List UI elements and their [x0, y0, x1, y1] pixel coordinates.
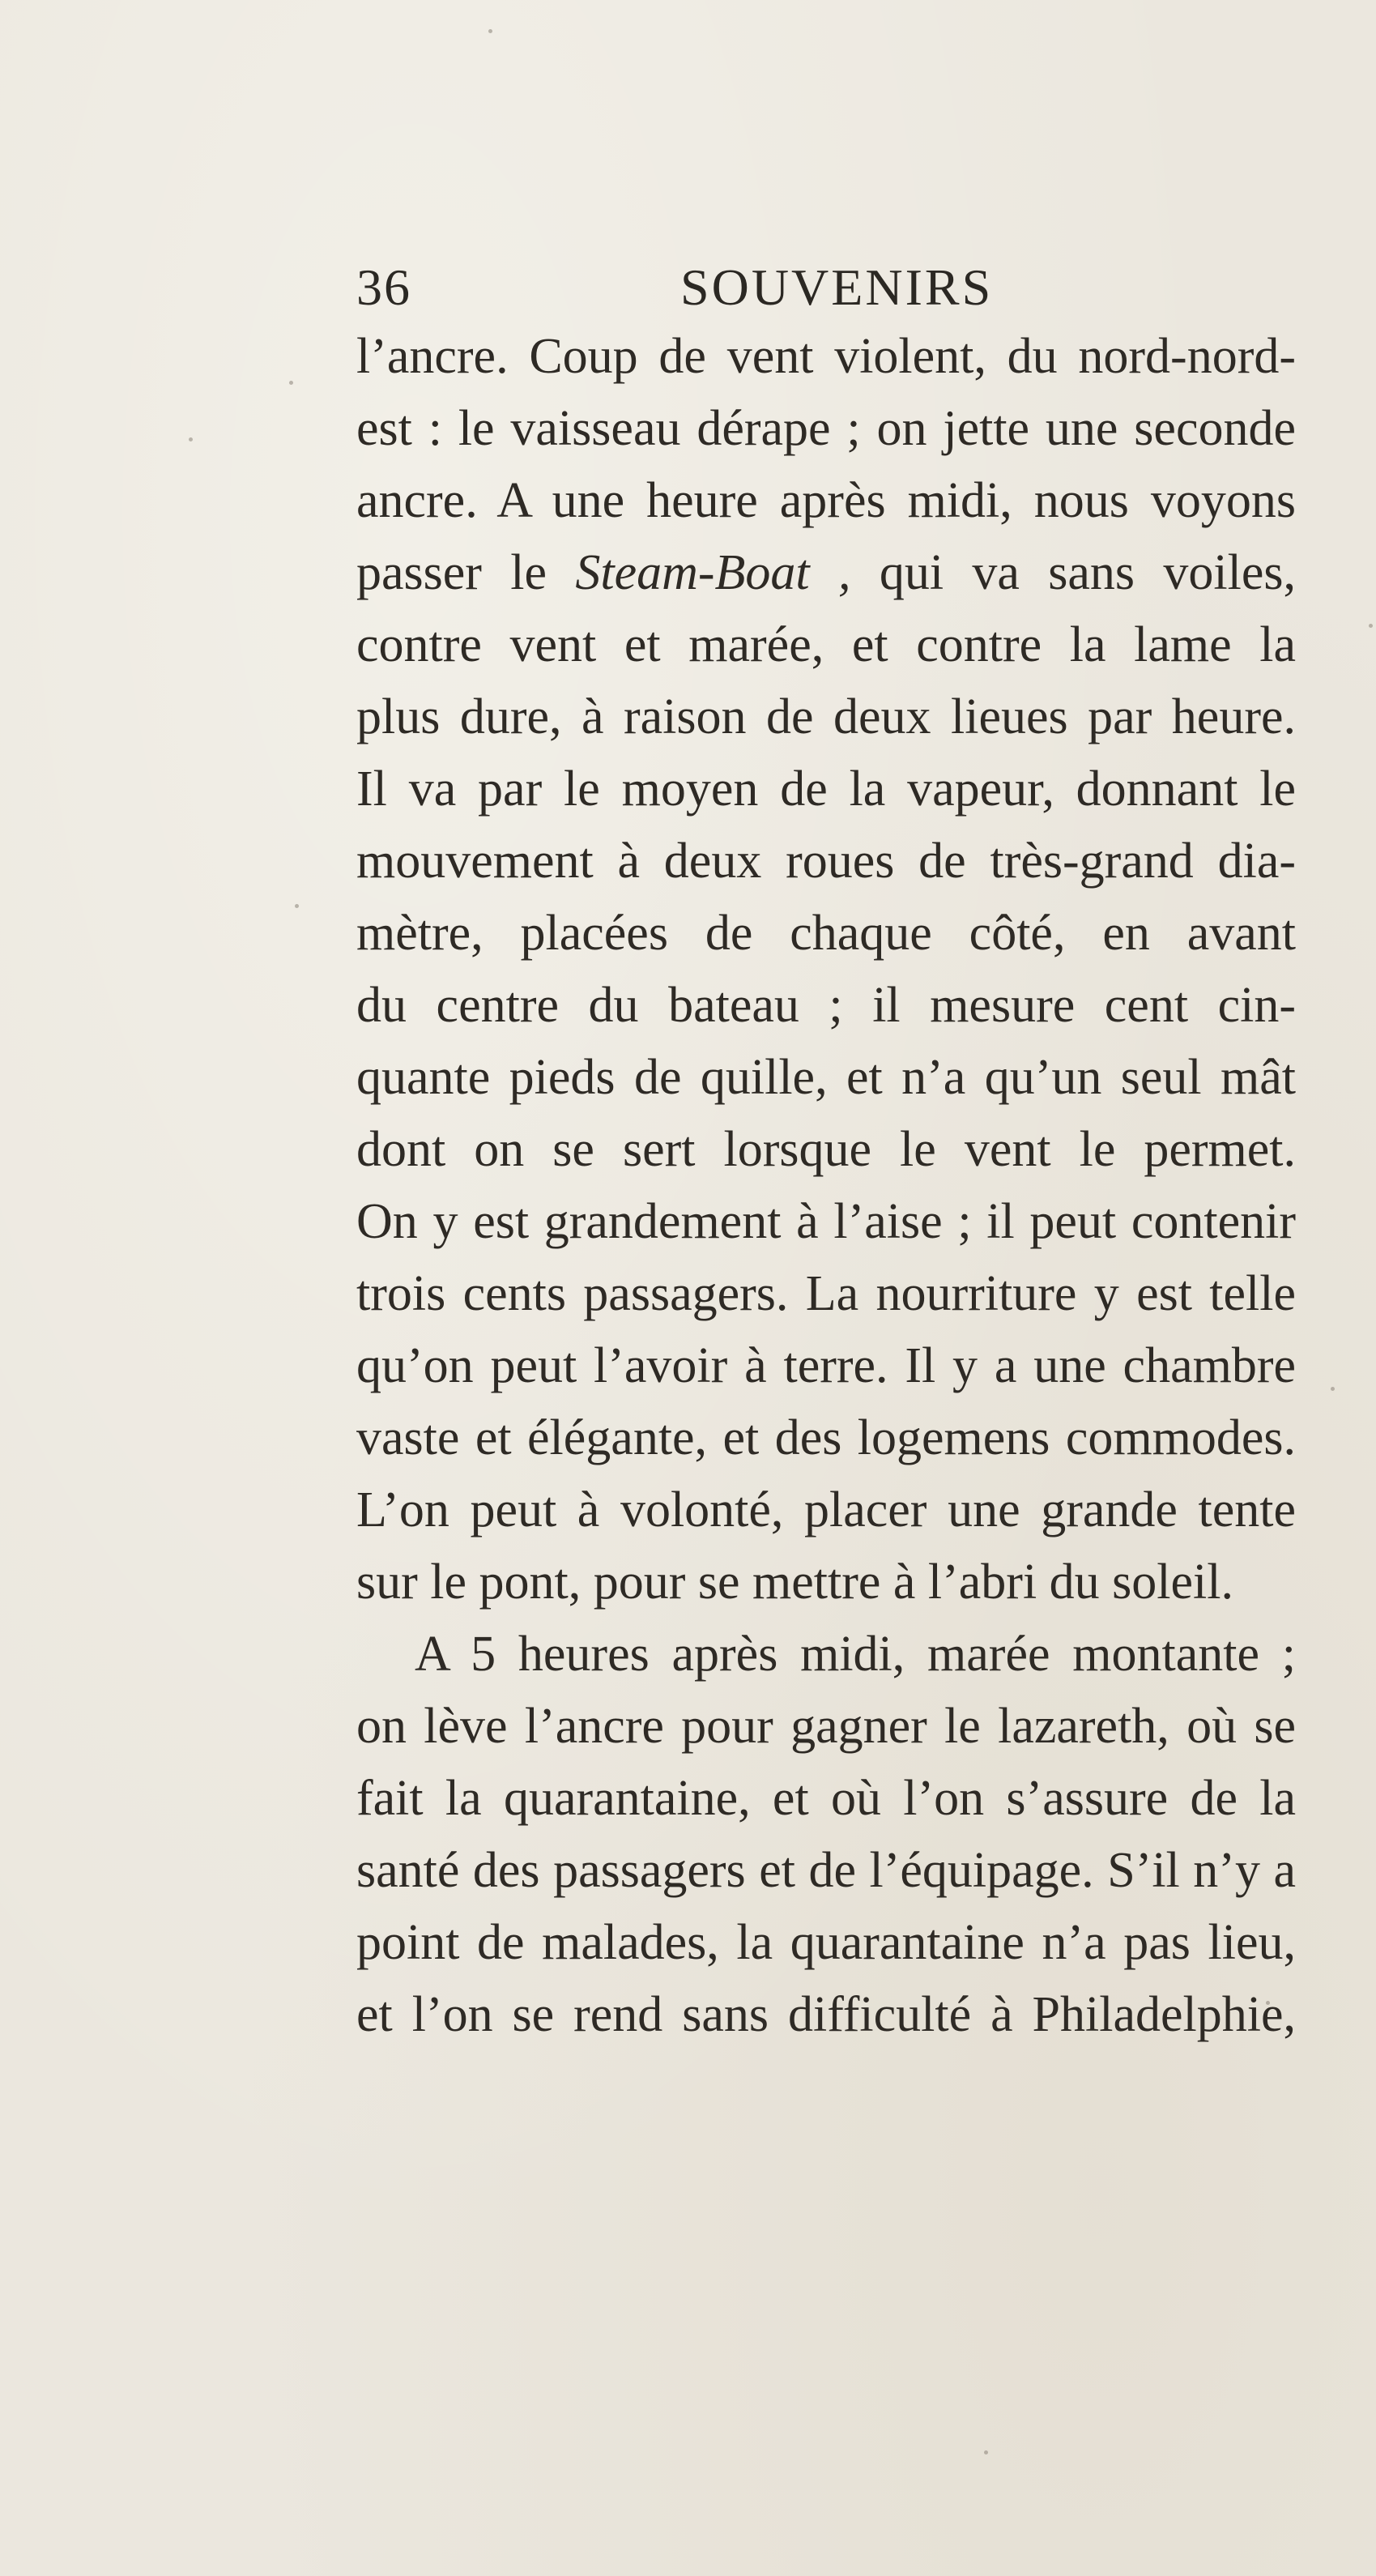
text-line: mouvement à deux roues de très-grand dia-	[356, 834, 1296, 889]
paper-speck	[984, 2450, 988, 2454]
text-line: qu’on peut l’avoir à terre. Il y a une chambre	[356, 1338, 1296, 1393]
italic-term: Steam-Boat ,	[575, 545, 851, 600]
text-line: vaste et élégante, et des logemens commodes.	[356, 1410, 1296, 1465]
text-line: Il va par le moyen de la vapeur, donnant le	[356, 761, 1296, 817]
running-head: SOUVENIRS	[680, 258, 994, 316]
text-line: santé des passagers et de l’équipage. S’il n’y a	[356, 1843, 1296, 1898]
text-line: du centre du bateau ; il mesure cent cin-	[356, 978, 1296, 1033]
text-line: dont on se sert lorsque le vent le permet.	[356, 1122, 1296, 1177]
text-line: quante pieds de quille, et n’a qu’un seul mât	[356, 1050, 1296, 1105]
text-line	[356, 537, 1296, 609]
text-line: point de malades, la quarantaine n’a pas lieu,	[356, 1915, 1296, 1970]
page-header	[356, 258, 1296, 331]
text-line: ancre. A une heure après midi, nous voyons	[356, 473, 1296, 528]
paper-speck	[1369, 624, 1373, 628]
text-line: mètre, placées de chaque côté, en avant	[356, 906, 1296, 961]
text-line: l’ancre. Coup de vent violent, du nord-nord-	[356, 329, 1296, 384]
text-line: et l’on se rend sans difficulté à Philadelphie,	[356, 1987, 1296, 2042]
paper-speck	[295, 904, 299, 908]
text-line: plus dure, à raison de deux lieues par heure.	[356, 689, 1296, 744]
text-line: on lève l’ancre pour gagner le lazareth, où se	[356, 1699, 1296, 1754]
paragraph-end-line: sur le pont, pour se mettre à l’abri du soleil.	[356, 1555, 1234, 1610]
paragraph-start-line: A 5 heures après midi, marée montante ;	[415, 1627, 1296, 1682]
text-line: On y est grandement à l’aise ; il peut contenir	[356, 1194, 1296, 1249]
text-line: trois cents passagers. La nourriture y est telle	[356, 1266, 1296, 1321]
text-line: fait la quarantaine, et où l’on s’assure de la	[356, 1771, 1296, 1826]
text-segment: passer le	[356, 545, 576, 600]
body-text	[356, 321, 1296, 2051]
text-line: contre vent et marée, et contre la lame la	[356, 617, 1296, 672]
paper-speck	[289, 381, 293, 385]
text-segment: qui va sans voiles,	[850, 545, 1297, 600]
text-line: est : le vaisseau dérape ; on jette une seconde	[356, 401, 1296, 456]
paper-speck	[488, 29, 492, 33]
paper-speck	[189, 437, 193, 441]
paper-speck	[1331, 1387, 1335, 1391]
text-line: L’on peut à volonté, placer une grande tente	[356, 1482, 1296, 1537]
page-number: 36	[356, 258, 411, 316]
